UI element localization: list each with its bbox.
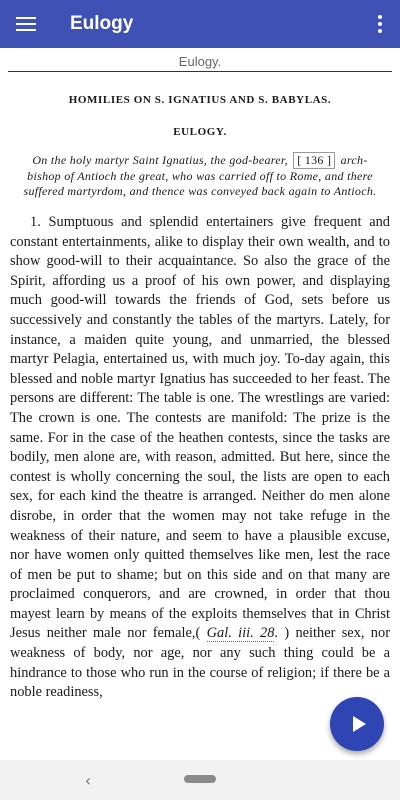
epigraph xyxy=(16,152,384,199)
play-icon xyxy=(353,716,366,732)
epigraph-text-end: arch-bishop of Antioch the great, who was carried off to Rome, and there suffered martyrdom, and thence was conveyed back again to Antioch. xyxy=(23,153,377,198)
paragraph-text-start: 1. Sumptuous and splendid entertainers give frequent and constant entertainments, alike to display their own wealth, and to show good-will to their acquaintance. So also the grace of the Spirit, affording us a proof of his own power, and displaying much good-will towards the friends of God, sets before us successively and constantly the tables of the martyrs. Lately, for instance, a maiden quite young, and unmarried, the blessed martyr Pelagia, entertained us, with much joy. To-day again, this blessed and noble martyr Ignatius has succeeded to her feast. The persons are different: The table is one. The wrestlings are varied: The crown is one. The contests are manifold: The prize is the same. For in the case of the heathen contests, since the tasks are bodily, men alone are, with reason, admitted. But here, since the contest is wholly concerning the soul, the lists are open to each sex, for each kind the theatre is arranged. Neither do men alone disrobe, in order that the women may not take refuge in the weakness of their nature, and seem to have a plausible excuse, nor have women only quitted themselves like men, lest the race of men be put to shame; but on this side and on that many are proclaimed conquerors, and are crowned, in order that thou mayest learn by means of the exploits themselves that in Christ Jesus neither male nor female,( xyxy=(10,214,390,642)
reader-content[interactable] xyxy=(0,48,400,760)
system-nav-bar xyxy=(0,760,400,800)
body-paragraph xyxy=(10,213,390,703)
page-marker[interactable]: [ 136 ] xyxy=(293,152,335,169)
more-options-button[interactable] xyxy=(360,0,400,48)
back-chevron-icon[interactable]: ‹ xyxy=(84,770,92,790)
running-head: Eulogy. xyxy=(8,54,392,72)
sub-heading: EULOGY. xyxy=(173,126,227,138)
app-bar xyxy=(0,0,400,48)
hamburger-menu-icon xyxy=(16,17,36,31)
play-button[interactable] xyxy=(330,697,384,751)
app-title: Eulogy xyxy=(70,13,134,34)
paragraph-text-end: . ) neither sex, nor weakness of body, nor age, nor any such thing could be a hindrance to those who run in the course of religion; if there be a noble readiness, xyxy=(10,625,390,701)
menu-button[interactable] xyxy=(0,0,52,48)
epigraph-text-start: On the holy martyr Saint Ignatius, the god-bearer, xyxy=(32,153,288,167)
more-vert-icon xyxy=(378,15,382,19)
home-pill-icon[interactable] xyxy=(184,775,216,783)
section-heading: HOMILIES ON S. IGNATIUS AND S. BABYLAS. xyxy=(68,94,332,106)
scripture-reference-link[interactable]: Gal. iii. 28 xyxy=(206,625,275,642)
